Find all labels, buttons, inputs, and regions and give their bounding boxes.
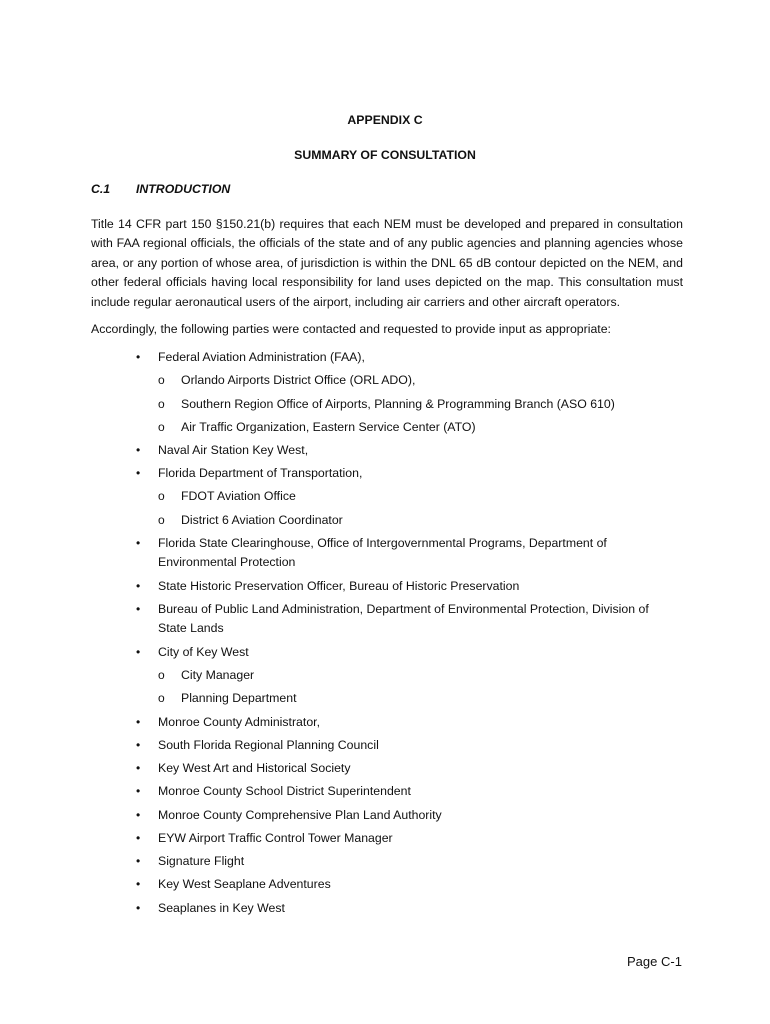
bullet-marker: •: [136, 808, 141, 822]
bullet-marker: •: [136, 602, 141, 616]
list-item-text: South Florida Regional Planning Council: [158, 738, 379, 752]
section-number: C.1: [91, 182, 111, 196]
list-item-text: Key West Art and Historical Society: [158, 761, 351, 775]
list-item-text: State Historic Preservation Officer, Bureau of Historic Preservation: [158, 579, 520, 593]
bullet-marker: •: [136, 466, 141, 480]
list-item-text: Planning Department: [181, 691, 297, 705]
list-item-text: Air Traffic Organization, Eastern Service Center (ATO): [181, 420, 476, 434]
sub-bullet-marker: o: [158, 691, 165, 705]
bullet-marker: •: [136, 645, 141, 659]
list-item-text: City Manager: [181, 668, 255, 682]
section-title: INTRODUCTION: [136, 182, 231, 196]
list-item-text: Orlando Airports District Office (ORL ADO),: [181, 373, 416, 387]
list-item-text: Monroe County Comprehensive Plan Land Authority: [158, 808, 442, 822]
summary-title: SUMMARY OF CONSULTATION: [294, 148, 476, 162]
list-item-text: Southern Region Office of Airports, Planning & Programming Branch (ASO 610): [181, 397, 615, 411]
bullet-marker: •: [136, 831, 141, 845]
bullet-marker: •: [136, 536, 141, 550]
list-item-text: City of Key West: [158, 645, 249, 659]
sub-bullet-marker: o: [158, 397, 165, 411]
sub-bullet-marker: o: [158, 373, 165, 387]
bullet-marker: •: [136, 715, 141, 729]
list-item-text: Bureau of Public Land Administration, Department of Environmental Protection, Division of State Lands: [158, 602, 649, 636]
sub-bullet-marker: o: [158, 668, 165, 682]
bullet-marker: •: [136, 443, 141, 457]
list-item-text: Monroe County Administrator,: [158, 715, 320, 729]
bullet-marker: •: [136, 579, 141, 593]
bullet-marker: •: [136, 854, 141, 868]
list-item-text: Federal Aviation Administration (FAA),: [158, 350, 365, 364]
list-item-text: Florida Department of Transportation,: [158, 466, 363, 480]
sub-bullet-marker: o: [158, 513, 165, 527]
list-item-text: Monroe County School District Superintendent: [158, 784, 411, 798]
bullet-marker: •: [136, 784, 141, 798]
intro-paragraph: Title 14 CFR part 150 §150.21(b) requires that each NEM must be developed and prepared in consultation with FAA regional officials, the officials of the state and of any public agencies and planning agencies whose area, or any portion of whose area, of jurisdiction is within the DNL 65 dB contour depicted on the NEM, and other federal officials having local responsibility for land uses depicted on the map. This consultation must include regular aeronautical users of the airport, including air carriers and other aircraft operators.: [91, 217, 683, 309]
bullet-marker: •: [136, 350, 141, 364]
list-item-text: Florida State Clearinghouse, Office of Intergovernmental Programs, Department of Environmental Protection: [158, 536, 607, 570]
list-item-text: Key West Seaplane Adventures: [158, 877, 331, 891]
list-item-text: Naval Air Station Key West,: [158, 443, 309, 457]
lead-in-text: Accordingly, the following parties were contacted and requested to provide input as appropriate:: [91, 322, 611, 336]
bullet-marker: •: [136, 761, 141, 775]
list-item-text: FDOT Aviation Office: [181, 489, 296, 503]
bullet-marker: •: [136, 877, 141, 891]
bullet-marker: •: [136, 738, 141, 752]
list-item-text: District 6 Aviation Coordinator: [181, 513, 343, 527]
page-number: Page C-1: [627, 954, 682, 969]
bullet-marker: •: [136, 901, 141, 915]
list-item-text: Seaplanes in Key West: [158, 901, 285, 915]
list-item-text: EYW Airport Traffic Control Tower Manager: [158, 831, 393, 845]
appendix-title: APPENDIX C: [347, 113, 423, 127]
list-item-text: Signature Flight: [158, 854, 245, 868]
sub-bullet-marker: o: [158, 489, 165, 503]
sub-bullet-marker: o: [158, 420, 165, 434]
